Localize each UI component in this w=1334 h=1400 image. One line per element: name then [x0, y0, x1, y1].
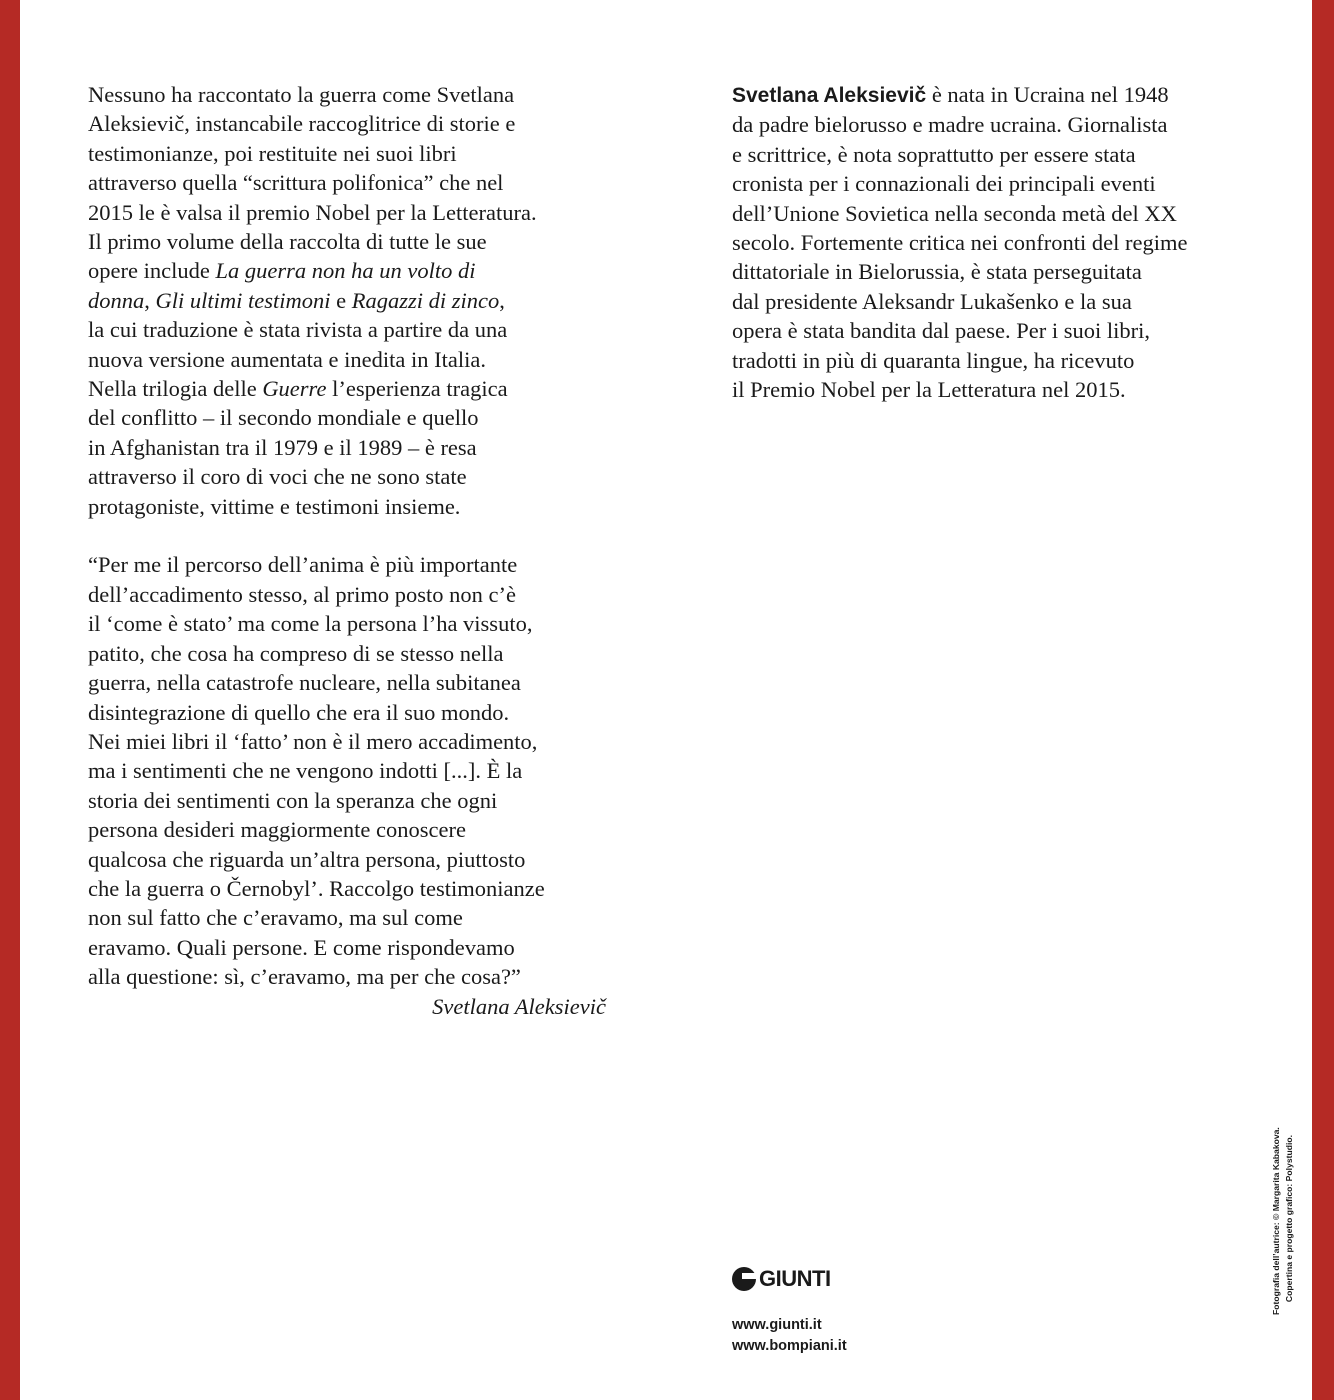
intro-line: attraverso il coro di voci che ne sono state: [88, 464, 467, 490]
author-name: Svetlana Aleksievič: [732, 84, 927, 107]
quote-line: eravamo. Quali persone. E come rispondevamo: [88, 934, 515, 960]
right-red-border: [1312, 0, 1334, 1400]
bio-line: secolo. Fortemente critica nei confronti del regime: [732, 230, 1188, 256]
quote-line: alla questione: sì, c’eravamo, ma per che cosa?”: [88, 964, 521, 990]
intro-line: Nella trilogia delle Guerre l’esperienza tragica: [88, 376, 508, 402]
quote-line: non sul fatto che c’eravamo, ma sul come: [88, 905, 463, 931]
bio-line: da padre bielorusso e madre ucraina. Giornalista: [732, 112, 1168, 138]
intro-line: in Afghanistan tra il 1979 e il 1989 – è resa: [88, 434, 477, 460]
intro-line: opere include La guerra non ha un volto di: [88, 258, 476, 284]
left-column: [88, 80, 618, 1021]
author-quote: [88, 550, 618, 991]
quote-line: ma i sentimenti che ne vengono indotti [...]. È la: [88, 758, 523, 784]
intro-line: del conflitto – il secondo mondiale e quello: [88, 405, 479, 431]
book-title: La guerra non ha un volto di: [215, 258, 476, 284]
publisher-urls: [732, 1315, 847, 1357]
quote-line: guerra, nella catastrofe nucleare, nella subitanea: [88, 670, 521, 696]
logo-text: GIUNTI: [759, 1266, 831, 1291]
quote-line: qualcosa che riguarda un’altra persona, piuttosto: [88, 846, 526, 872]
bio-line: cronista per i connazionali dei principali eventi: [732, 171, 1156, 197]
bio-line: tradotti in più di quaranta lingue, ha ricevuto: [732, 347, 1135, 373]
quote-line: il ‘come è stato’ ma come la persona l’ha vissuto,: [88, 611, 533, 637]
book-title: donna: [88, 287, 145, 313]
bio-line: dittatoriale in Bielorussia, è stata perseguitata: [732, 259, 1142, 285]
giunti-logo-icon: [732, 1267, 756, 1291]
intro-line: testimonianze, poi restituite nei suoi libri: [88, 140, 457, 166]
author-bio: [732, 80, 1272, 404]
left-red-border: [0, 0, 20, 1400]
quote-line: storia dei sentimenti con la speranza che ogni: [88, 787, 498, 813]
intro-line: attraverso quella “scrittura polifonica” che nel: [88, 170, 504, 196]
right-column: [732, 80, 1272, 404]
quote-line: persona desideri maggiormente conoscere: [88, 817, 466, 843]
bio-line: e scrittrice, è nota soprattutto per essere stata: [732, 141, 1136, 167]
publisher-block: [732, 1265, 847, 1357]
intro-line: 2015 le è valsa il premio Nobel per la Letteratura.: [88, 199, 537, 225]
bio-line: opera è stata bandita dal paese. Per i suoi libri,: [732, 318, 1150, 344]
publisher-logo: [732, 1265, 847, 1293]
bio-line: dell’Unione Sovietica nella seconda metà del XX: [732, 200, 1177, 226]
quote-attribution: Svetlana Aleksievič: [432, 993, 606, 1019]
vertical-credits: [1270, 1127, 1296, 1315]
intro-line: protagoniste, vittime e testimoni insieme.: [88, 493, 461, 519]
photo-credit: Fotografia dell’autrice: © Margarita Kabakova.: [1271, 1127, 1281, 1315]
intro-line: Aleksievič, instancabile raccoglitrice di storie e: [88, 111, 516, 137]
url-giunti[interactable]: www.giunti.it: [732, 1317, 822, 1333]
intro-line: donna, Gli ultimi testimoni e Ragazzi di zinco,: [88, 287, 505, 313]
book-title: Ragazzi di zinco: [351, 287, 500, 313]
intro-line: Nessuno ha raccontato la guerra come Svetlana: [88, 82, 515, 107]
quote-line: “Per me il percorso dell’anima è più importante: [88, 552, 518, 578]
bio-line: Svetlana Aleksievič è nata in Ucraina nel 1948: [732, 82, 1169, 107]
book-title: Guerre: [262, 376, 327, 402]
intro-line: nuova versione aumentata e inedita in Italia.: [88, 346, 486, 372]
book-title: Gli ultimi testimoni: [155, 287, 331, 313]
intro-line: la cui traduzione è stata rivista a partire da una: [88, 317, 508, 343]
quote-line: Nei miei libri il ‘fatto’ non è il mero accadimento,: [88, 728, 538, 754]
intro-paragraph: [88, 80, 618, 521]
quote-line: patito, che cosa ha compreso di se stesso nella: [88, 640, 504, 666]
bio-line: il Premio Nobel per la Letteratura nel 2015.: [732, 377, 1126, 403]
url-bompiani[interactable]: www.bompiani.it: [732, 1338, 847, 1354]
bio-line: dal presidente Aleksandr Lukašenko e la sua: [732, 288, 1132, 314]
design-credit: Copertina e progetto grafico: Polystudio.: [1284, 1135, 1294, 1303]
quote-line: che la guerra o Černobyl’. Raccolgo testimonianze: [88, 875, 545, 901]
quote-line: disintegrazione di quello che era il suo mondo.: [88, 699, 510, 725]
intro-line: Il primo volume della raccolta di tutte le sue: [88, 229, 487, 255]
quote-line: dell’accadimento stesso, al primo posto non c’è: [88, 581, 517, 607]
